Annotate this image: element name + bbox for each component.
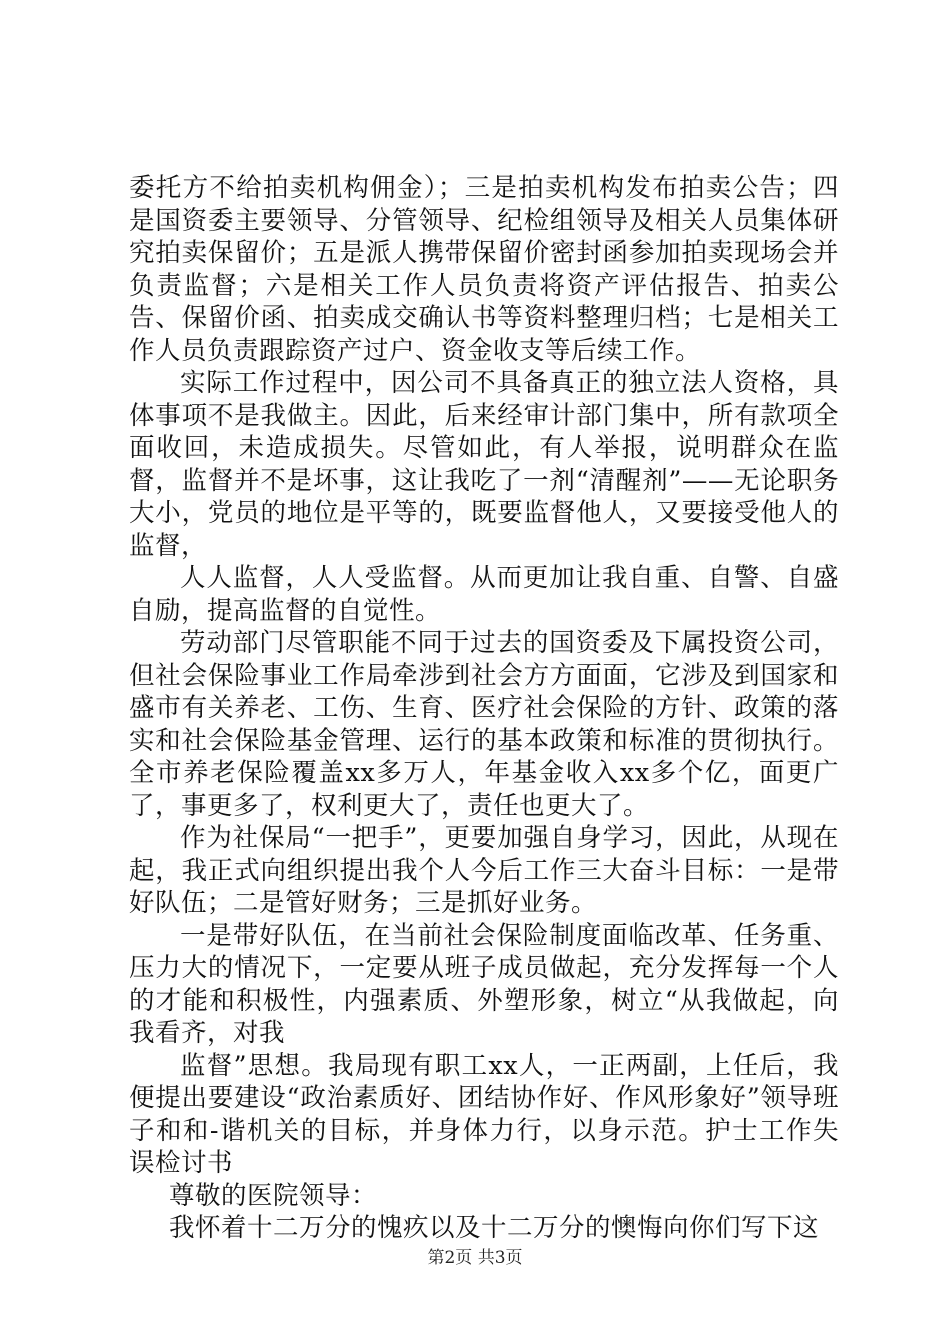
paragraph-7: 监督”思想。我局现有职工xx人，一正两副，上任后，我便提出要建设“政治素质好、团结协作好、作风形象好”领导班子和和-谐机关的目标，并身体力行，以身示范。护士工作失误检讨书	[129, 1050, 839, 1178]
paragraph-3: 人人监督，人人受监督。从而更加让我自重、自警、自盛自励，提高监督的自觉性。	[129, 563, 839, 626]
paragraph-1: 委托方不给拍卖机构佣金）；三是拍卖机构发布拍卖公告；四是国资委主要领导、分管领导、纪检组领导及相关人员集体研究拍卖保留价；五是派人携带保留价密封函参加拍卖现场会并负责监督；六是相关工作人员负责将资产评估报告、拍卖公告、保留价函、拍卖成交确认书等资料整理归档；七是相关工作人员负责跟踪资产过户、资金收支等后续工作。	[129, 173, 839, 366]
salutation: 尊敬的医院领导：	[169, 1180, 378, 1211]
document-body	[129, 172, 839, 1245]
paragraph-5: 作为社保局“一把手”，更要加强自身学习，因此，从现在起，我正式向组织提出我个人今后工作三大奋斗目标：一是带好队伍；二是管好财务；三是抓好业务。	[129, 823, 839, 918]
page-number-footer: 第2页 共3页	[427, 1248, 523, 1268]
paragraph-8: 我怀着十二万分的愧疚以及十二万分的懊悔向你们写下这	[169, 1213, 820, 1243]
paragraph-2: 实际工作过程中，因公司不具备真正的独立法人资格，具体事项不是我做主。因此，后来经审计部门集中，所有款项全面收回，未造成损失。尽管如此，有人举报，说明群众在监督，监督并不是坏事，这让我吃了一剂“清醒剂”——无论职务大小，党员的地位是平等的，既要监督他人，又要接受他人的监督，	[129, 368, 839, 561]
paragraph-4: 劳动部门尽管职能不同于过去的国资委及下属投资公司，但社会保险事业工作局牵涉到社会方方面面，它涉及到国家和盛市有关养老、工伤、生育、医疗社会保险的方针、政策的落实和社会保险基金管理、运行的基本政策和标准的贯彻执行。全市养老保险覆盖xx多万人，年基金收入xx多个亿，面更广了，事更多了，权利更大了，责任也更大了。	[129, 628, 839, 821]
paragraph-6: 一是带好队伍，在当前社会保险制度面临改革、任务重、压力大的情况下，一定要从班子成员做起，充分发挥每一个人的才能和积极性，内强素质、外塑形象，树立“从我做起，向我看齐，对我	[129, 920, 839, 1048]
